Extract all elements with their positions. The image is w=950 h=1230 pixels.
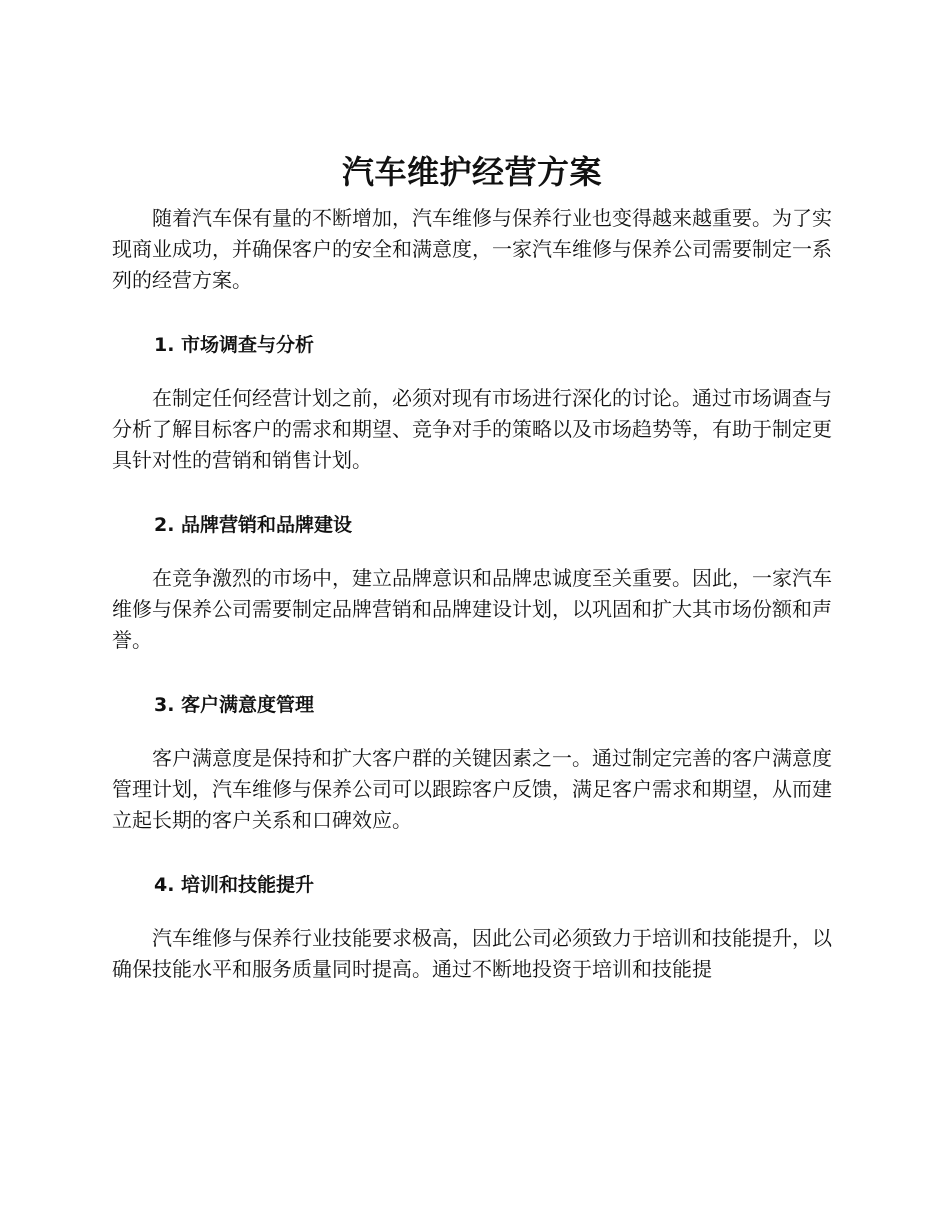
document-title: 汽车维护经营方案 bbox=[341, 153, 602, 191]
section-heading: 2. 品牌营销和品牌建设 bbox=[154, 514, 353, 536]
section-heading: 4. 培训和技能提升 bbox=[154, 874, 315, 896]
section-paragraph: 在竞争激烈的市场中，建立品牌意识和品牌忠诚度至关重要。因此，一家汽车维修与保养公司需要制定品牌营销和品牌建设计划，以巩固和扩大其市场份额和声誉。 bbox=[112, 566, 832, 652]
section-heading: 1. 市场调查与分析 bbox=[154, 334, 315, 356]
document-content bbox=[112, 146, 832, 985]
section-paragraph: 汽车维修与保养行业技能要求极高，因此公司必须致力于培训和技能提升，以确保技能水平和服务质量同时提高。通过不断地投资于培训和技能提 bbox=[112, 926, 832, 981]
section-training bbox=[112, 870, 832, 985]
section-market-research bbox=[112, 330, 832, 476]
section-brand-marketing bbox=[112, 510, 832, 656]
section-paragraph: 在制定任何经营计划之前，必须对现有市场进行深化的讨论。通过市场调查与分析了解目标客户的需求和期望、竞争对手的策略以及市场趋势等，有助于制定更具针对性的营销和销售计划。 bbox=[112, 386, 832, 472]
intro-paragraph: 随着汽车保有量的不断增加，汽车维修与保养行业也变得越来越重要。为了实现商业成功，并确保客户的安全和满意度，一家汽车维修与保养公司需要制定一系列的经营方案。 bbox=[112, 206, 832, 292]
section-heading: 3. 客户满意度管理 bbox=[154, 694, 315, 716]
section-customer-satisfaction bbox=[112, 690, 832, 836]
section-paragraph: 客户满意度是保持和扩大客户群的关键因素之一。通过制定完善的客户满意度管理计划，汽车维修与保养公司可以跟踪客户反馈，满足客户需求和期望，从而建立起长期的客户关系和口碑效应。 bbox=[112, 746, 832, 832]
